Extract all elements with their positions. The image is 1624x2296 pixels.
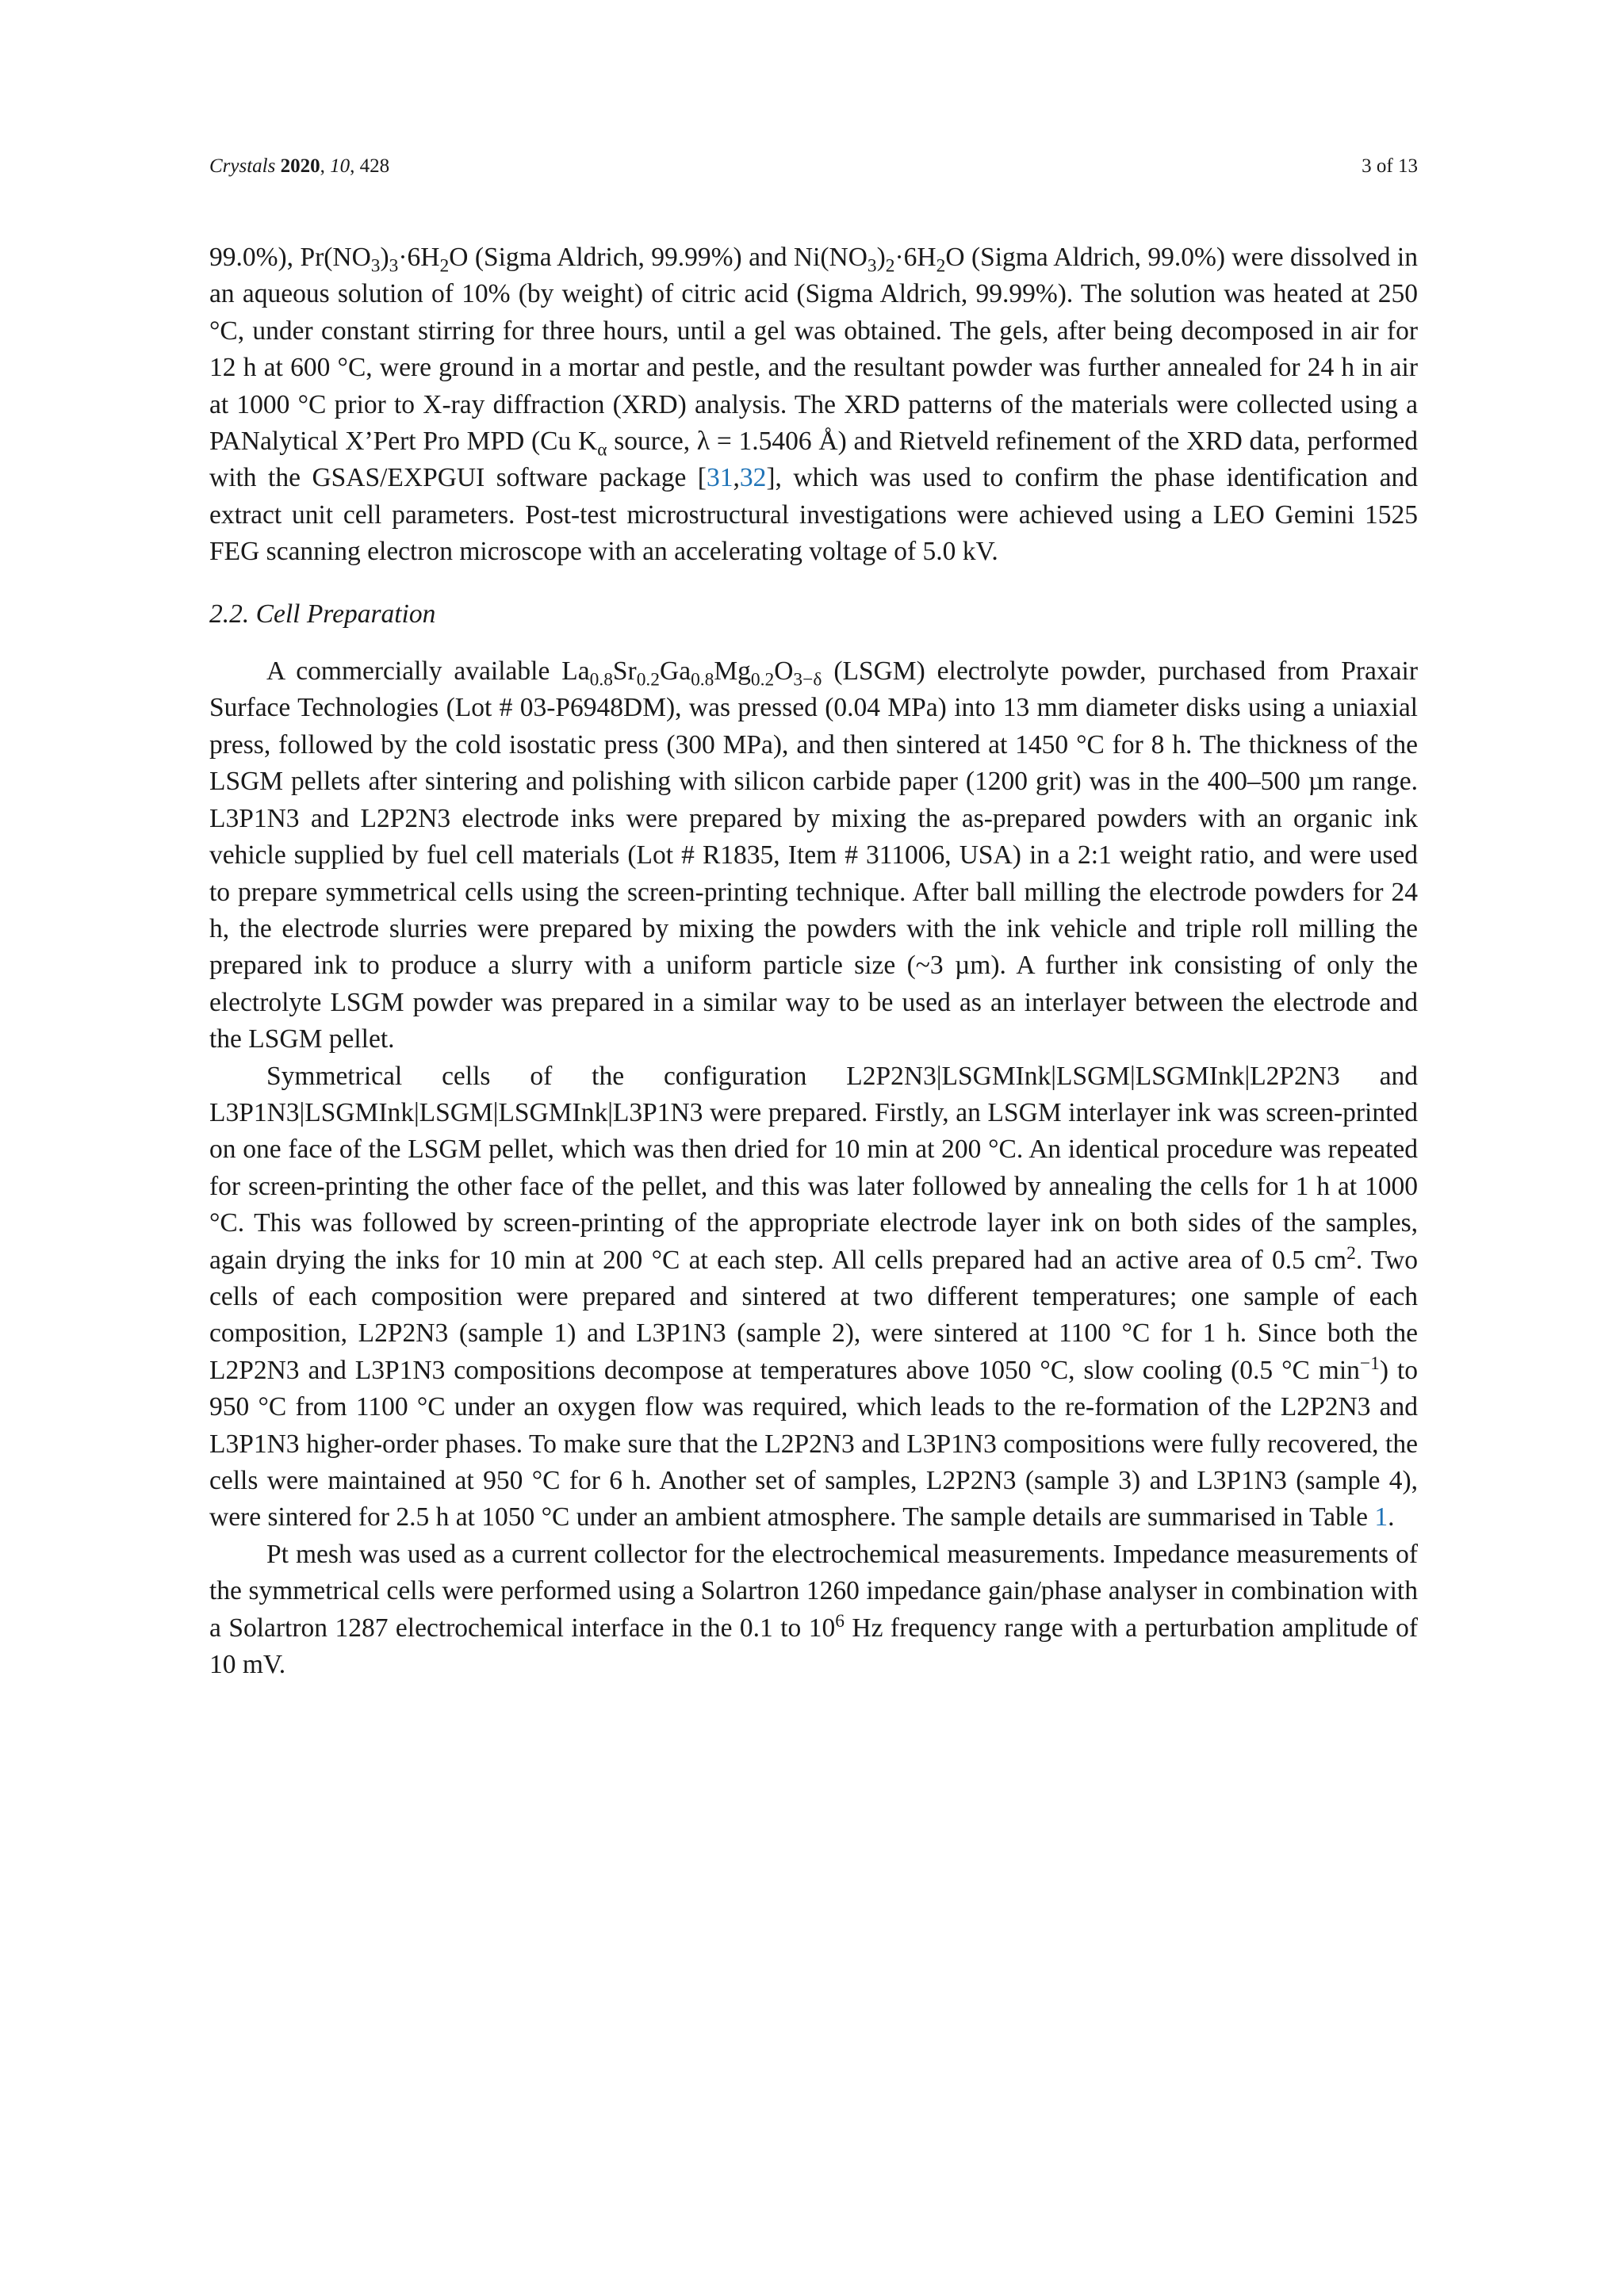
journal-volume: 10 — [330, 155, 350, 177]
table-1-link[interactable]: 1 — [1374, 1502, 1388, 1533]
article-number: 428 — [359, 155, 390, 177]
page-header — [209, 152, 1418, 181]
citation-separator: , — [320, 155, 331, 177]
section-heading: 2.2. Cell Preparation — [209, 599, 436, 629]
journal-name: Crystals — [209, 155, 276, 177]
journal-citation — [209, 152, 389, 181]
paragraph-impedance: Pt mesh was used as a current collector for the electrochemical measurements. Impedance measurements of the symmetrical cells were performed using a Solartron 1260 impedance gain/phase analyser in combination with a Solartron 1287 electrochemical interface in the 0.1 to $10^6$ Hz frequency range with a perturbation amplitude of 10 mV. — [209, 1539, 1418, 1680]
page-number: 3 of 13 — [1362, 155, 1418, 177]
article-body — [209, 239, 1418, 1683]
journal-year: 2020 — [280, 155, 320, 177]
paragraph-electrolyte: A commercially available $La_{0.8}Sr_{0.2}Ga_{0.8}Mg_{0.2}O_{3-\delta}$ (LSGM) electrolyte powder, purchased from Praxair Surface Technologies (Lot # 03-P6948DM), was pressed (0.04 MPa) into 13 mm diameter disks using a uniaxial press, followed by the cold isostatic press (300 MPa), and then sintered at 1450 °C for 8 h. The thickness of the LSGM pellets after sintering and polishing with silicon carbide paper (1200 grit) was in the 400–500 µm range. L3P1N3 and L2P2N3 electrode inks were prepared by mixing the as-prepared powders with an organic ink vehicle supplied by fuel cell materials (Lot # R1835, Item # 311006, USA) in a 2:1 weight ratio, and were used to prepare symmetrical cells using the screen-printing technique. After ball milling the electrode powders for 24 h, the electrode slurries were prepared by mixing the powders with the ink vehicle and triple roll milling the prepared ink to produce a slurry with a uniform particle size (~3 µm). A further ink consisting of only the electrolyte LSGM powder was prepared in a similar way to be used as an interlayer between the electrode and the LSGM pellet. — [209, 656, 1419, 1054]
citation-link-31[interactable]: 31 — [706, 463, 733, 493]
paragraph-symmetrical-cells: Symmetrical cells of the configuration L2P2N3|LSGMInk|LSGM|LSGMInk|L2P2N3 and L3P1N3|LSGMInk|LSGM|LSGMInk|L3P1N3 were prepared. Firstly, an LSGM interlayer ink was screen-printed on one face of the LSGM pellet, which was then dried for 10 min at 200 °C. An identical procedure was repeated for screen-printing the other face of the pellet, and this was later followed by annealing the cells for 1 h at 1000 °C. This was followed by screen-printing of the appropriate electrode layer ink on both sides of the samples, again drying the inks for 10 min at 200 °C at each step. All cells prepared had an active area of 0.5 $cm^2$. Two cells of each composition were prepared and sintered at two different temperatures; one sample of each composition, L2P2N3 (sample 1) and L3P1N3 (sample 2), were sintered at 1100 °C for 1 h. Since both the L2P2N3 and L3P1N3 compositions decompose at temperatures above 1050 °C, slow cooling (0.5 °C $\min^{-1}$) to 950 °C from 1100 °C under an oxygen flow was required, which leads to the re-formation of the L2P2N3 and L3P1N3 higher-order phases. To make sure that the L2P2N3 and L3P1N3 compositions were fully recovered, the cells were maintained at 950 °C for 6 h. Another set of samples, L2P2N3 (sample 3) and L3P1N3 (sample 4), were sintered for 2.5 h at 1050 °C under an ambient atmosphere. The sample details are summarised in Table 1. — [209, 1061, 1418, 1533]
citation-link-32[interactable]: 32 — [739, 463, 767, 493]
citation-separator: , — [350, 155, 360, 177]
paragraph-synthesis: 99.0%), $Pr(NO_3)_3\cdot 6H_2O$ (Sigma Aldrich, 99.99%) and $Ni(NO_3)_2\cdot 6H_2O$ (Sigma Aldrich, 99.0%) were dissolved in an aqueous solution of 10% (by weight) of citric acid (Sigma Aldrich, 99.99%). The solution was heated at 250 °C, under constant stirring for three hours, until a gel was obtained. The gels, after being decomposed in air for 12 h at 600 °C, were ground in a mortar and pestle, and the resultant powder was further annealed for 24 h in air at 1000 °C prior to X-ray diffraction (XRD) analysis. The XRD patterns of the materials were collected using a PANalytical X’Pert Pro MPD (Cu $K_\alpha$ source, λ = 1.5406 Å) and Rietveld refinement of the XRD data, performed with the GSAS/EXPGUI software package [31,32], which was used to confirm the phase identification and extract unit cell parameters. Post-test microstructural investigations were achieved using a LEO Gemini 1525 FEG scanning electron microscope with an accelerating voltage of 5.0 kV. — [209, 243, 1419, 567]
